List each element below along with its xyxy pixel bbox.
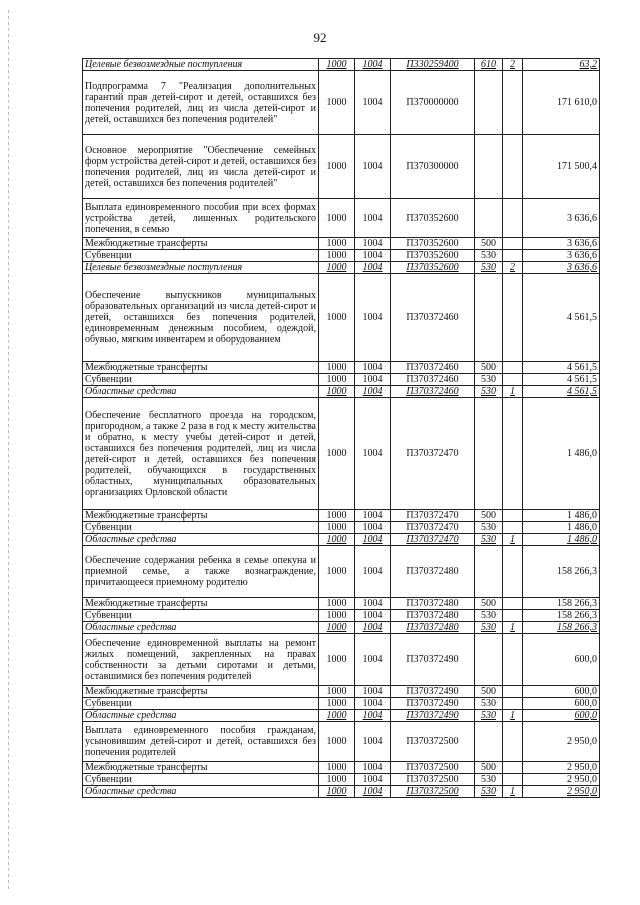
cell-name: Межбюджетные трансферты: [83, 510, 319, 522]
cell-subsection: 1004: [355, 135, 391, 199]
cell-name: Основное мероприятие "Обеспечение семейных форм устройства детей-сирот и детей, оставшихся без попечения родителей, лиц из числа детей-сирот и детей, оставшихся без попечения родителей": [83, 135, 319, 199]
cell-source: [503, 135, 523, 199]
cell-expense-type: 500: [475, 238, 503, 250]
cell-section: 1000: [319, 135, 355, 199]
cell-source: 1: [503, 786, 523, 798]
table-row: [83, 386, 600, 398]
cell-expense-type: [475, 135, 503, 199]
cell-section: 1000: [319, 510, 355, 522]
cell-name: Субвенции: [83, 610, 319, 622]
cell-amount: 171 500,4: [523, 135, 600, 199]
cell-target-code: П370372470: [391, 522, 475, 534]
cell-subsection: 1004: [355, 634, 391, 686]
cell-amount: 4 561,5: [523, 386, 600, 398]
cell-target-code: П370372480: [391, 610, 475, 622]
cell-target-code: П330259400: [391, 59, 475, 71]
cell-source: [503, 634, 523, 686]
cell-amount: 2 950,0: [523, 774, 600, 786]
table-row: [83, 686, 600, 698]
table-row: [83, 250, 600, 262]
cell-subsection: 1004: [355, 522, 391, 534]
cell-section: 1000: [319, 710, 355, 722]
cell-target-code: П370372500: [391, 786, 475, 798]
table-row: [83, 59, 600, 71]
cell-name: Обеспечение единовременной выплаты на ремонт жилых помещений, закрепленных на правах собственности за детьми сиротами и детьми, оставшимися без попечения родителей: [83, 634, 319, 686]
cell-target-code: П370372490: [391, 686, 475, 698]
table-row: [83, 398, 600, 510]
cell-section: 1000: [319, 199, 355, 238]
cell-target-code: П370372470: [391, 534, 475, 546]
cell-name: Межбюджетные трансферты: [83, 238, 319, 250]
cell-amount: 600,0: [523, 686, 600, 698]
cell-source: [503, 698, 523, 710]
table-row: [83, 762, 600, 774]
cell-subsection: 1004: [355, 598, 391, 610]
cell-expense-type: 530: [475, 610, 503, 622]
cell-amount: 158 266,3: [523, 622, 600, 634]
cell-section: 1000: [319, 598, 355, 610]
cell-source: [503, 686, 523, 698]
cell-name: Межбюджетные трансферты: [83, 762, 319, 774]
cell-section: 1000: [319, 546, 355, 598]
table-row: [83, 710, 600, 722]
cell-amount: 158 266,3: [523, 546, 600, 598]
cell-source: [503, 199, 523, 238]
cell-amount: 4 561,5: [523, 374, 600, 386]
cell-amount: 1 486,0: [523, 510, 600, 522]
cell-target-code: П370352600: [391, 238, 475, 250]
cell-source: [503, 598, 523, 610]
table-row: [83, 135, 600, 199]
cell-source: 1: [503, 534, 523, 546]
cell-amount: 2 950,0: [523, 786, 600, 798]
cell-subsection: 1004: [355, 199, 391, 238]
cell-target-code: П370000000: [391, 71, 475, 135]
cell-source: 2: [503, 262, 523, 274]
table-row: [83, 598, 600, 610]
cell-name: Межбюджетные трансферты: [83, 598, 319, 610]
cell-expense-type: 500: [475, 510, 503, 522]
table-row: [83, 374, 600, 386]
cell-source: [503, 362, 523, 374]
cell-amount: 158 266,3: [523, 610, 600, 622]
cell-source: [503, 522, 523, 534]
cell-name: Обеспечение выпускников муниципальных образовательных организаций из числа детей-сирот и детей, оставшихся без попечения родителей, единовременным денежным пособием, одеждой, обувью, мягким инвентарем и оборудованием: [83, 274, 319, 362]
cell-target-code: П370372470: [391, 510, 475, 522]
cell-target-code: П370372480: [391, 622, 475, 634]
cell-amount: 1 486,0: [523, 398, 600, 510]
cell-expense-type: 530: [475, 622, 503, 634]
cell-expense-type: 530: [475, 262, 503, 274]
cell-expense-type: 530: [475, 522, 503, 534]
cell-subsection: 1004: [355, 722, 391, 762]
cell-expense-type: 530: [475, 534, 503, 546]
cell-subsection: 1004: [355, 274, 391, 362]
cell-expense-type: [475, 398, 503, 510]
cell-subsection: 1004: [355, 374, 391, 386]
table-row: [83, 510, 600, 522]
cell-section: 1000: [319, 622, 355, 634]
cell-name: Межбюджетные трансферты: [83, 686, 319, 698]
cell-subsection: 1004: [355, 762, 391, 774]
table-row: [83, 546, 600, 598]
cell-expense-type: 530: [475, 774, 503, 786]
cell-amount: 4 561,5: [523, 362, 600, 374]
cell-section: 1000: [319, 610, 355, 622]
cell-source: [503, 510, 523, 522]
cell-subsection: 1004: [355, 386, 391, 398]
cell-name: Целевые безвозмездные поступления: [83, 262, 319, 274]
cell-target-code: П370372470: [391, 398, 475, 510]
scan-edge: [8, 10, 9, 890]
cell-expense-type: 530: [475, 250, 503, 262]
cell-section: 1000: [319, 362, 355, 374]
cell-expense-type: 610: [475, 59, 503, 71]
cell-subsection: 1004: [355, 546, 391, 598]
table-row: [83, 722, 600, 762]
cell-target-code: П370372460: [391, 274, 475, 362]
cell-subsection: 1004: [355, 362, 391, 374]
cell-name: Областные средства: [83, 786, 319, 798]
cell-subsection: 1004: [355, 686, 391, 698]
cell-section: 1000: [319, 522, 355, 534]
cell-subsection: 1004: [355, 610, 391, 622]
cell-section: 1000: [319, 250, 355, 262]
cell-section: 1000: [319, 534, 355, 546]
cell-section: 1000: [319, 71, 355, 135]
cell-section: 1000: [319, 722, 355, 762]
cell-source: [503, 774, 523, 786]
cell-subsection: 1004: [355, 250, 391, 262]
cell-section: 1000: [319, 698, 355, 710]
cell-amount: 171 610,0: [523, 71, 600, 135]
cell-target-code: П370372500: [391, 722, 475, 762]
cell-name: Подпрограмма 7 "Реализация дополнительных гарантий прав детей-сирот и детей, оставшихся без попечения родителей, лиц из числа детей-сирот и детей, оставшихся без попечения родителей": [83, 71, 319, 135]
cell-subsection: 1004: [355, 71, 391, 135]
cell-expense-type: 530: [475, 710, 503, 722]
cell-name: Выплата единовременного пособия при всех формах устройства детей, лишенных родительского попечения, в семью: [83, 199, 319, 238]
cell-amount: 3 636,6: [523, 238, 600, 250]
cell-amount: 63,2: [523, 59, 600, 71]
cell-section: 1000: [319, 386, 355, 398]
cell-target-code: П370372480: [391, 546, 475, 598]
cell-target-code: П370372460: [391, 386, 475, 398]
cell-source: [503, 374, 523, 386]
cell-target-code: П370372490: [391, 634, 475, 686]
cell-subsection: 1004: [355, 238, 391, 250]
cell-expense-type: 500: [475, 762, 503, 774]
cell-name: Субвенции: [83, 250, 319, 262]
cell-amount: 158 266,3: [523, 598, 600, 610]
cell-expense-type: 530: [475, 786, 503, 798]
cell-section: 1000: [319, 762, 355, 774]
cell-name: Областные средства: [83, 386, 319, 398]
cell-amount: 2 950,0: [523, 722, 600, 762]
cell-subsection: 1004: [355, 398, 391, 510]
cell-target-code: П370372460: [391, 374, 475, 386]
cell-section: 1000: [319, 634, 355, 686]
cell-name: Областные средства: [83, 622, 319, 634]
table-row: [83, 362, 600, 374]
cell-section: 1000: [319, 274, 355, 362]
cell-amount: 4 561,5: [523, 274, 600, 362]
cell-target-code: П370352600: [391, 250, 475, 262]
cell-subsection: 1004: [355, 534, 391, 546]
cell-expense-type: [475, 546, 503, 598]
cell-section: 1000: [319, 686, 355, 698]
table-row: [83, 698, 600, 710]
table-row: [83, 774, 600, 786]
cell-name: Областные средства: [83, 710, 319, 722]
table-row: [83, 238, 600, 250]
table-row: [83, 622, 600, 634]
table-row: [83, 199, 600, 238]
cell-source: 1: [503, 622, 523, 634]
cell-source: [503, 762, 523, 774]
table-row: [83, 634, 600, 686]
cell-source: [503, 722, 523, 762]
cell-target-code: П370352600: [391, 199, 475, 238]
cell-expense-type: [475, 199, 503, 238]
cell-target-code: П370372490: [391, 710, 475, 722]
cell-name: Областные средства: [83, 534, 319, 546]
cell-amount: 3 636,6: [523, 262, 600, 274]
cell-expense-type: [475, 722, 503, 762]
cell-source: [503, 71, 523, 135]
cell-expense-type: [475, 71, 503, 135]
cell-name: Межбюджетные трансферты: [83, 362, 319, 374]
cell-target-code: П370300000: [391, 135, 475, 199]
cell-expense-type: [475, 634, 503, 686]
table-row: [83, 522, 600, 534]
cell-source: [503, 398, 523, 510]
cell-source: [503, 250, 523, 262]
cell-expense-type: 530: [475, 386, 503, 398]
cell-target-code: П370372480: [391, 598, 475, 610]
cell-subsection: 1004: [355, 698, 391, 710]
cell-source: 1: [503, 386, 523, 398]
cell-amount: 1 486,0: [523, 522, 600, 534]
table-row: [83, 610, 600, 622]
cell-amount: 600,0: [523, 710, 600, 722]
cell-section: 1000: [319, 238, 355, 250]
cell-amount: 1 486,0: [523, 534, 600, 546]
cell-amount: 3 636,6: [523, 250, 600, 262]
cell-source: [503, 546, 523, 598]
table-row: [83, 71, 600, 135]
cell-section: 1000: [319, 59, 355, 71]
cell-subsection: 1004: [355, 262, 391, 274]
cell-target-code: П370352600: [391, 262, 475, 274]
cell-subsection: 1004: [355, 510, 391, 522]
cell-name: Субвенции: [83, 698, 319, 710]
cell-section: 1000: [319, 374, 355, 386]
cell-name: Субвенции: [83, 774, 319, 786]
cell-amount: 2 950,0: [523, 762, 600, 774]
cell-section: 1000: [319, 262, 355, 274]
table-row: [83, 534, 600, 546]
cell-subsection: 1004: [355, 786, 391, 798]
cell-name: Субвенции: [83, 522, 319, 534]
cell-subsection: 1004: [355, 710, 391, 722]
cell-amount: 3 636,6: [523, 199, 600, 238]
cell-section: 1000: [319, 774, 355, 786]
cell-subsection: 1004: [355, 622, 391, 634]
cell-target-code: П370372500: [391, 762, 475, 774]
cell-source: [503, 610, 523, 622]
cell-amount: 600,0: [523, 698, 600, 710]
cell-section: 1000: [319, 398, 355, 510]
cell-subsection: 1004: [355, 59, 391, 71]
cell-target-code: П370372500: [391, 774, 475, 786]
page-number: 92: [313, 30, 327, 45]
cell-target-code: П370372490: [391, 698, 475, 710]
budget-table: [82, 58, 600, 798]
cell-expense-type: 500: [475, 686, 503, 698]
cell-subsection: 1004: [355, 774, 391, 786]
cell-source: 1: [503, 710, 523, 722]
cell-source: [503, 238, 523, 250]
cell-name: Целевые безвозмездные поступления: [83, 59, 319, 71]
table-row: [83, 274, 600, 362]
cell-target-code: П370372460: [391, 362, 475, 374]
table-body: [83, 59, 600, 798]
cell-expense-type: 500: [475, 362, 503, 374]
cell-expense-type: [475, 274, 503, 362]
cell-source: [503, 274, 523, 362]
table-row: [83, 262, 600, 274]
cell-name: Обеспечение содержания ребенка в семье опекуна и приемной семье, а также вознаграждение, причитающееся приемному родителю: [83, 546, 319, 598]
cell-name: Выплата единовременного пособия гражданам, усыновившим детей-сирот и детей, оставшихся без попечения родителей: [83, 722, 319, 762]
cell-section: 1000: [319, 786, 355, 798]
cell-expense-type: 500: [475, 598, 503, 610]
cell-source: 2: [503, 59, 523, 71]
cell-amount: 600,0: [523, 634, 600, 686]
table-row: [83, 786, 600, 798]
cell-expense-type: 530: [475, 698, 503, 710]
cell-name: Субвенции: [83, 374, 319, 386]
cell-name: Обеспечение бесплатного проезда на городском, пригородном, а также 2 раза в год к месту жительства и обратно, к месту учебы детей-сирот и детей, оставшихся без попечения родителей, лиц из числа детей-сирот и детей, оставшихся без попечения родителей, обучающихся в государственных областных, муниципальных образовательных организациях Орловской области: [83, 398, 319, 510]
cell-expense-type: 530: [475, 374, 503, 386]
